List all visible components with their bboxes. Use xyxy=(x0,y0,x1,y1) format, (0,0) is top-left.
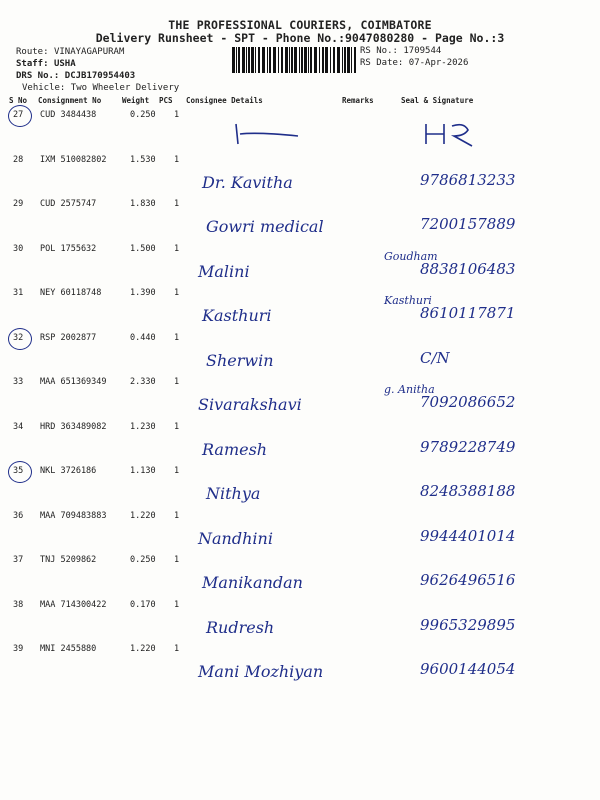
barcode-bar xyxy=(281,47,283,73)
col-header-consignee: Consignee Details xyxy=(186,96,263,105)
row-consignee-handwritten: Malini xyxy=(198,261,250,281)
row-phone-handwritten: 9789228749 xyxy=(420,437,516,456)
barcode-bar xyxy=(342,47,343,73)
table-row xyxy=(0,199,600,239)
serial-circle-mark xyxy=(8,105,32,127)
barcode-bar xyxy=(248,47,250,73)
barcode-bar xyxy=(269,47,271,73)
row-weight: 1.530 xyxy=(130,154,156,165)
table-row xyxy=(0,333,600,373)
row-serial-no: 28 xyxy=(13,154,24,165)
table-row xyxy=(0,422,600,462)
row-pcs: 1 xyxy=(174,510,180,521)
row-weight: 2.330 xyxy=(130,377,156,387)
row-weight: 0.250 xyxy=(130,110,156,120)
row-weight: 1.220 xyxy=(130,510,156,521)
barcode-bar xyxy=(333,47,335,73)
row-consignment-no: MAA 651369349 xyxy=(40,377,107,387)
table-row xyxy=(0,600,600,640)
barcode-bar xyxy=(238,47,240,73)
row-consignee-handwritten: Dr. Kavitha xyxy=(202,172,293,192)
rs-date-label: RS Date: xyxy=(360,58,404,68)
barcode-bar xyxy=(325,47,328,73)
row-serial-no: 37 xyxy=(13,555,24,565)
barcode-bar xyxy=(344,47,346,73)
row-phone-handwritten: 9944401014 xyxy=(420,526,516,545)
row-phone-handwritten: 8838106483 xyxy=(420,259,516,278)
row-consignment-no: NEY 60118748 xyxy=(40,288,102,298)
row-serial-no: 31 xyxy=(13,288,24,298)
row-serial-no: 30 xyxy=(13,243,24,254)
barcode-bar xyxy=(242,47,245,73)
barcode-bar xyxy=(255,47,256,73)
row-serial-no: 33 xyxy=(13,377,24,387)
barcode-bar xyxy=(347,47,350,73)
col-header-weight: Weight xyxy=(122,96,150,105)
row-pcs: 1 xyxy=(174,377,180,387)
rs-date-line xyxy=(360,58,468,68)
row-pcs: 1 xyxy=(174,154,180,165)
col-header-pcs: PCS xyxy=(159,96,173,105)
row-consignment-no: MAA 714300422 xyxy=(40,599,107,610)
row-serial-no: 27 xyxy=(13,110,24,120)
row-weight: 0.170 xyxy=(130,599,156,610)
vehicle-label: Vehicle: xyxy=(22,83,66,93)
col-header-consignment: Consignment No xyxy=(38,96,102,105)
row-consignment-no: MAA 709483883 xyxy=(40,510,107,521)
company-title: THE PROFESSIONAL COURIERS, COIMBATORE xyxy=(168,18,432,32)
vehicle-line xyxy=(22,83,179,93)
barcode-bar xyxy=(322,47,324,73)
row-pcs: 1 xyxy=(174,199,180,209)
barcode-bar xyxy=(310,47,312,73)
barcode-bar xyxy=(330,47,331,73)
row-consignee-handwritten: Manikandan xyxy=(202,573,303,592)
barcode-bar xyxy=(278,47,279,73)
row-27-seal-signature xyxy=(420,118,500,152)
barcode-bar xyxy=(299,47,300,73)
row-phone-handwritten: 8610117871 xyxy=(420,304,516,322)
row-consignee-handwritten: Sherwin xyxy=(206,350,274,370)
row-serial-no: 36 xyxy=(13,510,24,521)
serial-circle-mark xyxy=(8,328,32,350)
row-pcs: 1 xyxy=(174,644,180,654)
row-weight: 0.440 xyxy=(130,332,156,343)
rs-no-label: RS No.: xyxy=(360,46,398,56)
rs-no-line xyxy=(360,46,441,56)
row-pcs: 1 xyxy=(174,421,180,432)
row-weight: 1.390 xyxy=(130,288,156,298)
row-consignment-no: CUD 2575747 xyxy=(40,199,97,209)
row-phone-handwritten: 9786813233 xyxy=(420,170,516,189)
row-serial-no: 38 xyxy=(13,599,24,610)
row-consignee-handwritten: Rudresh xyxy=(206,617,275,637)
drs-value: DCJB170954403 xyxy=(64,71,136,81)
row-weight: 1.500 xyxy=(130,243,156,254)
barcode-bar xyxy=(314,47,317,73)
row-phone-handwritten: 7200157889 xyxy=(420,215,516,233)
barcode-bar xyxy=(267,47,268,73)
row-consignment-no: IXM 510082802 xyxy=(40,154,107,165)
row-serial-no: 34 xyxy=(13,421,24,432)
row-remark-handwritten: Kasthuri xyxy=(384,294,432,307)
barcode-bar xyxy=(258,47,260,73)
drs-line xyxy=(16,71,135,81)
rs-no-value: 1709544 xyxy=(403,46,442,56)
row-pcs: 1 xyxy=(174,332,180,343)
barcode-bar xyxy=(289,47,290,73)
row-weight: 0.250 xyxy=(130,555,156,565)
barcode-bar xyxy=(246,47,247,73)
row-remark-handwritten: g. Anitha xyxy=(384,383,435,396)
table-row xyxy=(0,466,600,506)
row-consignee-handwritten: Kasthuri xyxy=(202,306,272,325)
barcode-bar xyxy=(236,47,237,73)
row-consignment-no: HRD 363489082 xyxy=(40,421,107,432)
row-consignee-handwritten: Mani Mozhiyan xyxy=(198,662,324,681)
row-27-signature-scribble xyxy=(228,120,308,150)
table-row xyxy=(0,377,600,417)
row-weight: 1.130 xyxy=(130,466,156,476)
row-pcs: 1 xyxy=(174,243,180,254)
row-consignee-handwritten: Sivarakshavi xyxy=(198,395,302,414)
col-header-signature: Seal & Signature xyxy=(401,96,474,105)
barcode-bar xyxy=(262,47,265,73)
barcode-bar xyxy=(285,47,288,73)
barcode-bar xyxy=(304,47,307,73)
staff-line xyxy=(16,59,76,69)
barcode-bar xyxy=(301,47,303,73)
row-consignment-no: CUD 3484438 xyxy=(40,110,97,120)
row-serial-no: 35 xyxy=(13,466,24,476)
row-pcs: 1 xyxy=(174,555,180,565)
barcode-bar xyxy=(251,47,254,73)
row-phone-handwritten: 9600144054 xyxy=(420,660,516,678)
row-pcs: 1 xyxy=(174,466,180,476)
row-consignment-no: MNI 2455880 xyxy=(40,644,97,654)
vehicle-value: Two Wheeler Delivery xyxy=(70,83,180,93)
row-consignee-handwritten: Nandhini xyxy=(198,528,273,548)
table-row xyxy=(0,555,600,595)
row-pcs: 1 xyxy=(174,288,180,298)
row-serial-no: 39 xyxy=(13,644,24,654)
row-phone-handwritten: 7092086652 xyxy=(420,393,516,411)
row-consignment-no: POL 1755632 xyxy=(40,243,97,254)
row-consignee-handwritten: Nithya xyxy=(206,484,261,503)
row-consignment-no: RSP 2002877 xyxy=(40,332,97,343)
row-consignment-no: NKL 3726186 xyxy=(40,466,97,476)
row-pcs: 1 xyxy=(174,110,180,120)
row-consignee-handwritten: Ramesh xyxy=(202,439,268,459)
row-weight: 1.830 xyxy=(130,199,156,209)
table-row xyxy=(0,644,600,684)
barcode-bar xyxy=(232,47,235,73)
barcode xyxy=(232,47,356,73)
barcode-bar xyxy=(354,47,356,73)
table-row xyxy=(0,244,600,284)
row-serial-no: 29 xyxy=(13,199,24,209)
barcode-bar xyxy=(291,47,293,73)
row-weight: 1.230 xyxy=(130,421,156,432)
table-row xyxy=(0,511,600,551)
barcode-bar xyxy=(319,47,320,73)
staff-label: Staff: xyxy=(16,59,49,69)
row-remark-handwritten: Goudham xyxy=(384,249,438,263)
barcode-bar xyxy=(294,47,297,73)
row-consignee-handwritten: Gowri medical xyxy=(206,217,324,236)
row-phone-handwritten: 9965329895 xyxy=(420,615,516,634)
row-phone-handwritten: 9626496516 xyxy=(420,571,516,589)
barcode-bar xyxy=(273,47,276,73)
table-row xyxy=(0,155,600,195)
barcode-bar xyxy=(351,47,352,73)
serial-circle-mark xyxy=(8,461,32,483)
row-consignment-no: TNJ 5209862 xyxy=(40,555,97,565)
route-line xyxy=(16,47,124,57)
barcode-bar xyxy=(337,47,340,73)
barcode-bar xyxy=(308,47,309,73)
row-phone-handwritten: C/N xyxy=(420,348,450,367)
col-header-sno: S No xyxy=(9,96,28,105)
row-phone-handwritten: 8248388188 xyxy=(420,482,516,500)
route-value: VINAYAGAPURAM xyxy=(53,47,125,57)
row-weight: 1.220 xyxy=(130,644,156,654)
row-pcs: 1 xyxy=(174,599,180,610)
drs-label: DRS No.: xyxy=(16,71,60,81)
staff-value: USHA xyxy=(53,59,76,69)
row-serial-no: 32 xyxy=(13,332,24,343)
rs-date-value: 07-Apr-2026 xyxy=(408,58,469,68)
runsheet-subtitle: Delivery Runsheet - SPT - Phone No.:9047080280 - Page No.:3 xyxy=(95,31,505,45)
route-label: Route: xyxy=(16,47,49,57)
table-row xyxy=(0,288,600,328)
col-header-remarks: Remarks xyxy=(342,96,374,105)
